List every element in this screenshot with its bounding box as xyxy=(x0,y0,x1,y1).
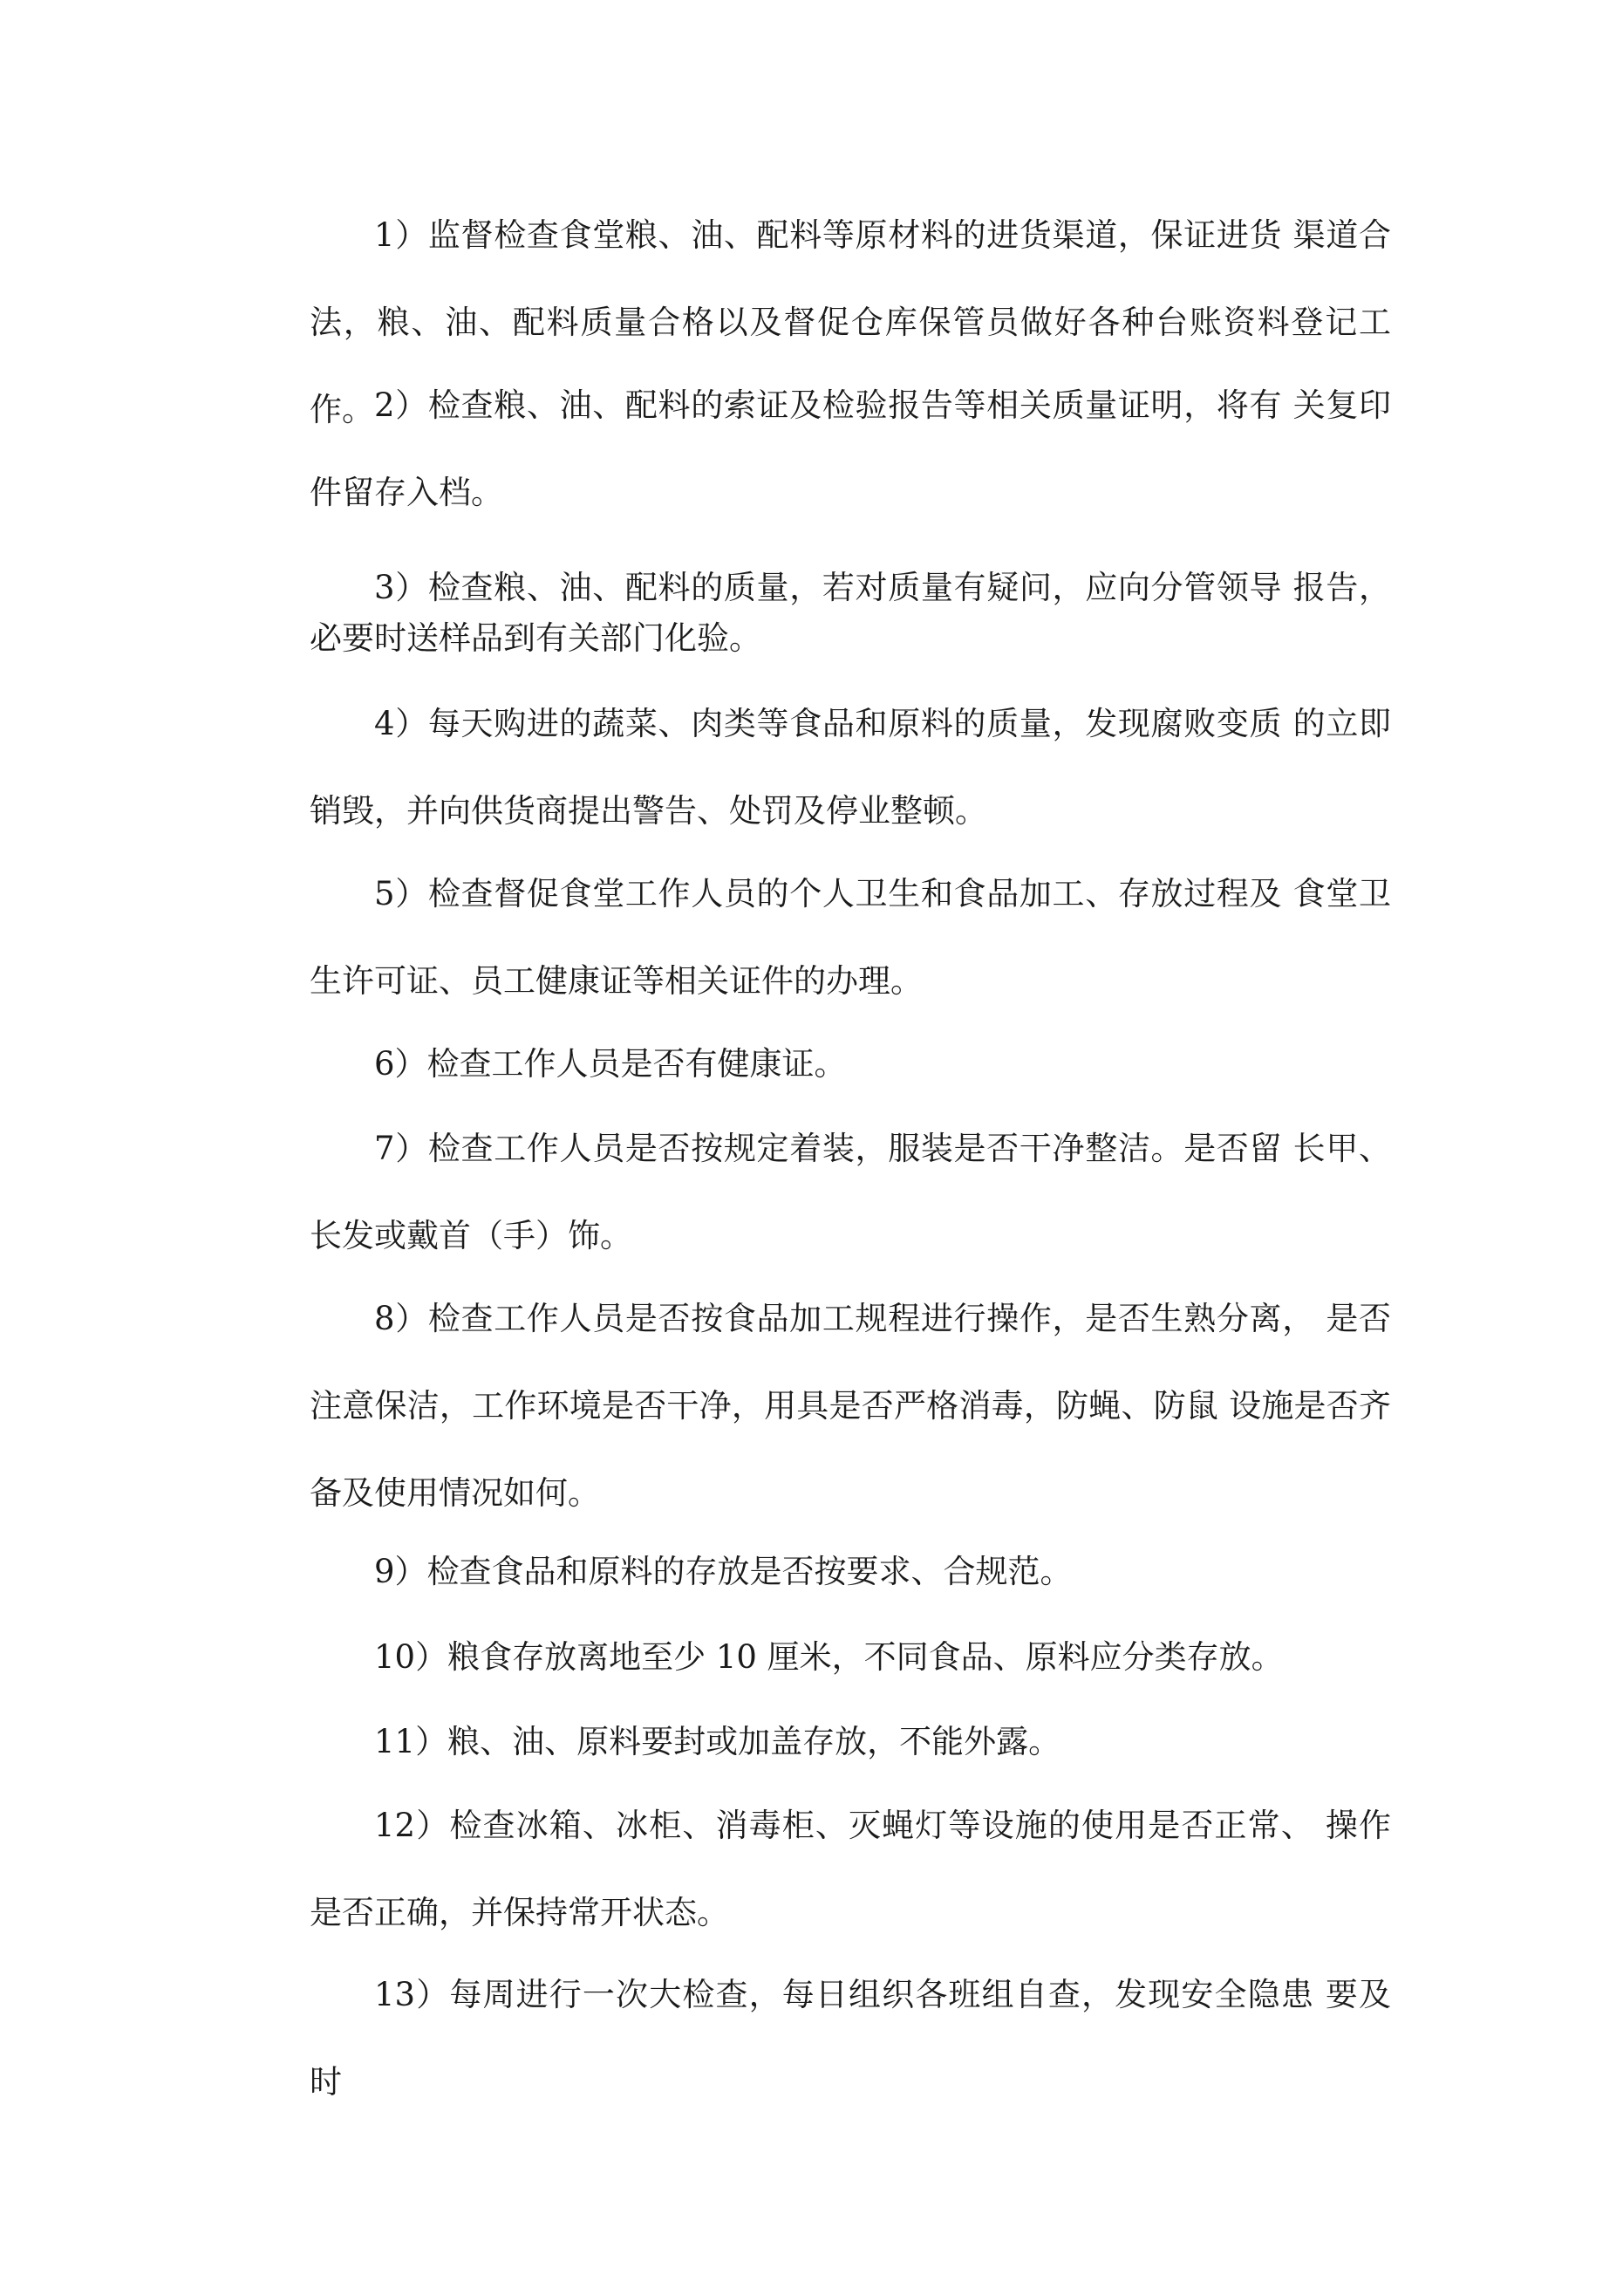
paragraph-5: 5）检查督促食堂工作人员的个人卫生和食品加工、存放过程及 食堂卫生许可证、员工健康证等相关证件的办理。 xyxy=(310,875,1391,1000)
paragraph-2: 2）检查粮、油、配料的索证及检验报告等相关质量证明，将有 关复印件留存入档。 xyxy=(310,386,1391,511)
paragraph-6: 6）检查工作人员是否有健康证。 xyxy=(374,1045,847,1083)
paragraph-10: 10）粮食存放离地至少 10 厘米，不同食品、原料应分类存放。 xyxy=(374,1638,1284,1676)
paragraph-4: 4）每天购进的蔬菜、肉类等食品和原料的质量，发现腐败变质 的立即销毁，并向供货商提出警告、处罚及停业整顿。 xyxy=(310,705,1391,830)
paragraph-8: 8）检查工作人员是否按食品加工规程进行操作，是否生熟分离， 是否注意保洁，工作环境是否干净，用具是否严格消毒，防蝇、防鼠 设施是否齐备及使用情况如何。 xyxy=(310,1300,1391,1512)
paragraph-1: 1）监督检查食堂粮、油、配料等原材料的进货渠道，保证进货 渠道合法，粮、油、配料质量合格以及督促仓库保管员做好各种台账资料登记工作。 xyxy=(310,216,1391,428)
paragraph-9: 9）检查食品和原料的存放是否按要求、合规范。 xyxy=(374,1553,1073,1590)
paragraph-12: 12）检查冰箱、冰柜、消毒柜、灭蝇灯等设施的使用是否正常、 操作是否正确，并保持常开状态。 xyxy=(310,1807,1391,1931)
paragraph-13: 13）每周进行一次大检查，每日组织各班组自查，发现安全隐患 要及时 xyxy=(310,1976,1391,2101)
paragraph-3: 3）检查粮、油、配料的质量，若对质量有疑问，应向分管领导 报告，必要时送样品到有关部门化验。 xyxy=(310,569,1391,657)
paragraph-7: 7）检查工作人员是否按规定着装，服装是否干净整洁。是否留 长甲、长发或戴首（手）饰。 xyxy=(310,1130,1391,1254)
paragraph-11: 11）粮、油、原料要封或加盖存放，不能外露。 xyxy=(374,1723,1061,1760)
